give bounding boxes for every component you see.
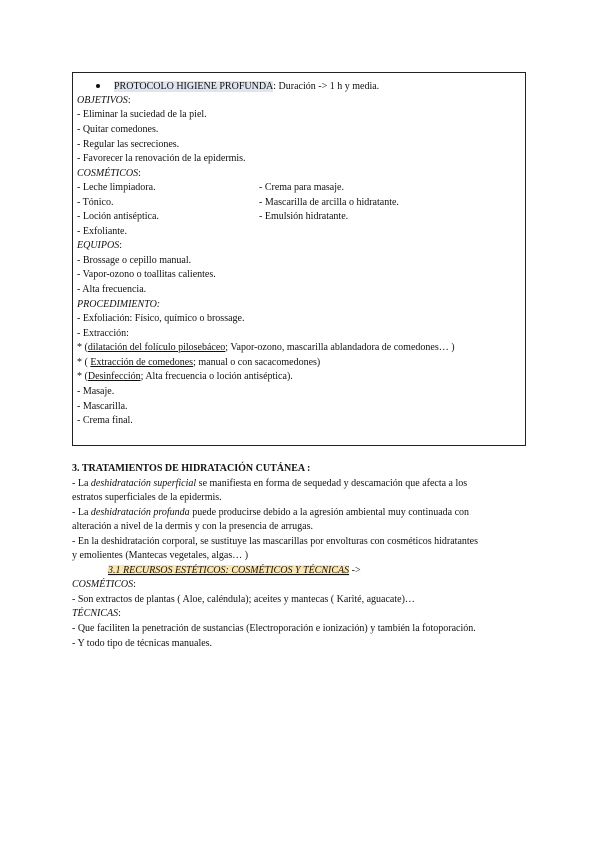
paragraph-line: - La deshidratación superficial se manifiesta en forma de sequedad y descamación que afecta a los [72, 478, 468, 489]
protocol-title: PROTOCOLO HIGIENE PROFUNDA [114, 81, 274, 92]
cosmetico-item: - Exfoliante. [77, 226, 127, 237]
bullet-icon [96, 84, 100, 88]
cosmetico-item: - Emulsión hidratante. [259, 211, 349, 222]
cosmeticos-heading-s3: COSMÉTICOS: [72, 579, 136, 590]
tecnicas-heading: TÉCNICAS: [72, 608, 121, 619]
proc-step: - Extracción: [77, 328, 129, 339]
proc-step-desinfeccion: * (Desinfección; Alta frecuencia o loción antiséptica). [77, 371, 293, 382]
cosmetico-item: - Crema para masaje. [259, 182, 344, 193]
procedimiento-heading: PROCEDIMIENTO: [77, 299, 161, 310]
paragraph-line: estratos superficiales de la epidermis. [72, 492, 222, 503]
paragraph-line: - La deshidratación profunda puede producirse debido a la agresión ambiental muy continuada con [72, 507, 470, 518]
protocol-title-line [96, 80, 379, 93]
paragraph-line: - En la deshidratación corporal, se sustituye las mascarillas por envolturas con cosméticos hidratantes [72, 536, 478, 547]
paragraph-line: - Son extractos de plantas ( Aloe, caléndula); aceites y mantecas ( Karité, aguacate)… [72, 594, 415, 605]
cosmetico-item: - Leche limpiadora. [77, 182, 156, 193]
proc-step: - Masaje. [77, 386, 115, 397]
cosmetico-item: - Tónico. [77, 197, 114, 208]
cosmeticos-heading: COSMÉTICOS: [77, 168, 141, 179]
objetivo-item: - Eliminar la suciedad de la piel. [77, 109, 207, 120]
objetivo-item: - Quitar comedones. [77, 124, 159, 135]
proc-step-dilatacion: * (dilatación del folículo pilosebáceo; Vapor-ozono, mascarilla ablandadora de comedones… ) [77, 342, 455, 353]
proc-step: - Mascarilla. [77, 401, 128, 412]
paragraph-line: - Y todo tipo de técnicas manuales. [72, 638, 213, 649]
proc-step: - Crema final. [77, 415, 133, 426]
cosmetico-item: - Loción antiséptica. [77, 211, 159, 222]
objetivo-item: - Regular las secreciones. [77, 139, 180, 150]
cosmetico-item: - Mascarilla de arcilla o hidratante. [259, 197, 399, 208]
proc-step-comedones: * ( Extracción de comedones; manual o con sacacomedones) [77, 357, 321, 368]
paragraph-line: alteración a nivel de la dermis y con la presencia de arrugas. [72, 521, 314, 532]
objetivo-item: - Favorecer la renovación de la epidermis. [77, 153, 246, 164]
section-title: 3. TRATAMIENTOS DE HIDRATACIÓN CUTÁNEA : [72, 463, 311, 474]
proc-step: - Exfoliación: Físico, químico o brossage. [77, 313, 245, 324]
equipo-item: - Alta frecuencia. [77, 284, 147, 295]
objetivos-heading: OBJETIVOS: [77, 95, 131, 106]
equipo-item: - Brossage o cepillo manual. [77, 255, 192, 266]
paragraph-line: y emolientes (Mantecas vegetales, algas… ) [72, 550, 249, 561]
equipo-item: - Vapor-ozono o toallitas calientes. [77, 269, 216, 280]
subsection-title: 3.1 RECURSOS ESTÉTICOS: COSMÉTICOS Y TÉCNICAS -> [108, 565, 361, 576]
paragraph-line: - Que faciliten la penetración de sustancias (Electroporación e ionización) y también la fotoporación. [72, 623, 476, 634]
equipos-heading: EQUIPOS: [77, 240, 122, 251]
protocol-duration: : Duración -> 1 h y media. [273, 81, 380, 92]
